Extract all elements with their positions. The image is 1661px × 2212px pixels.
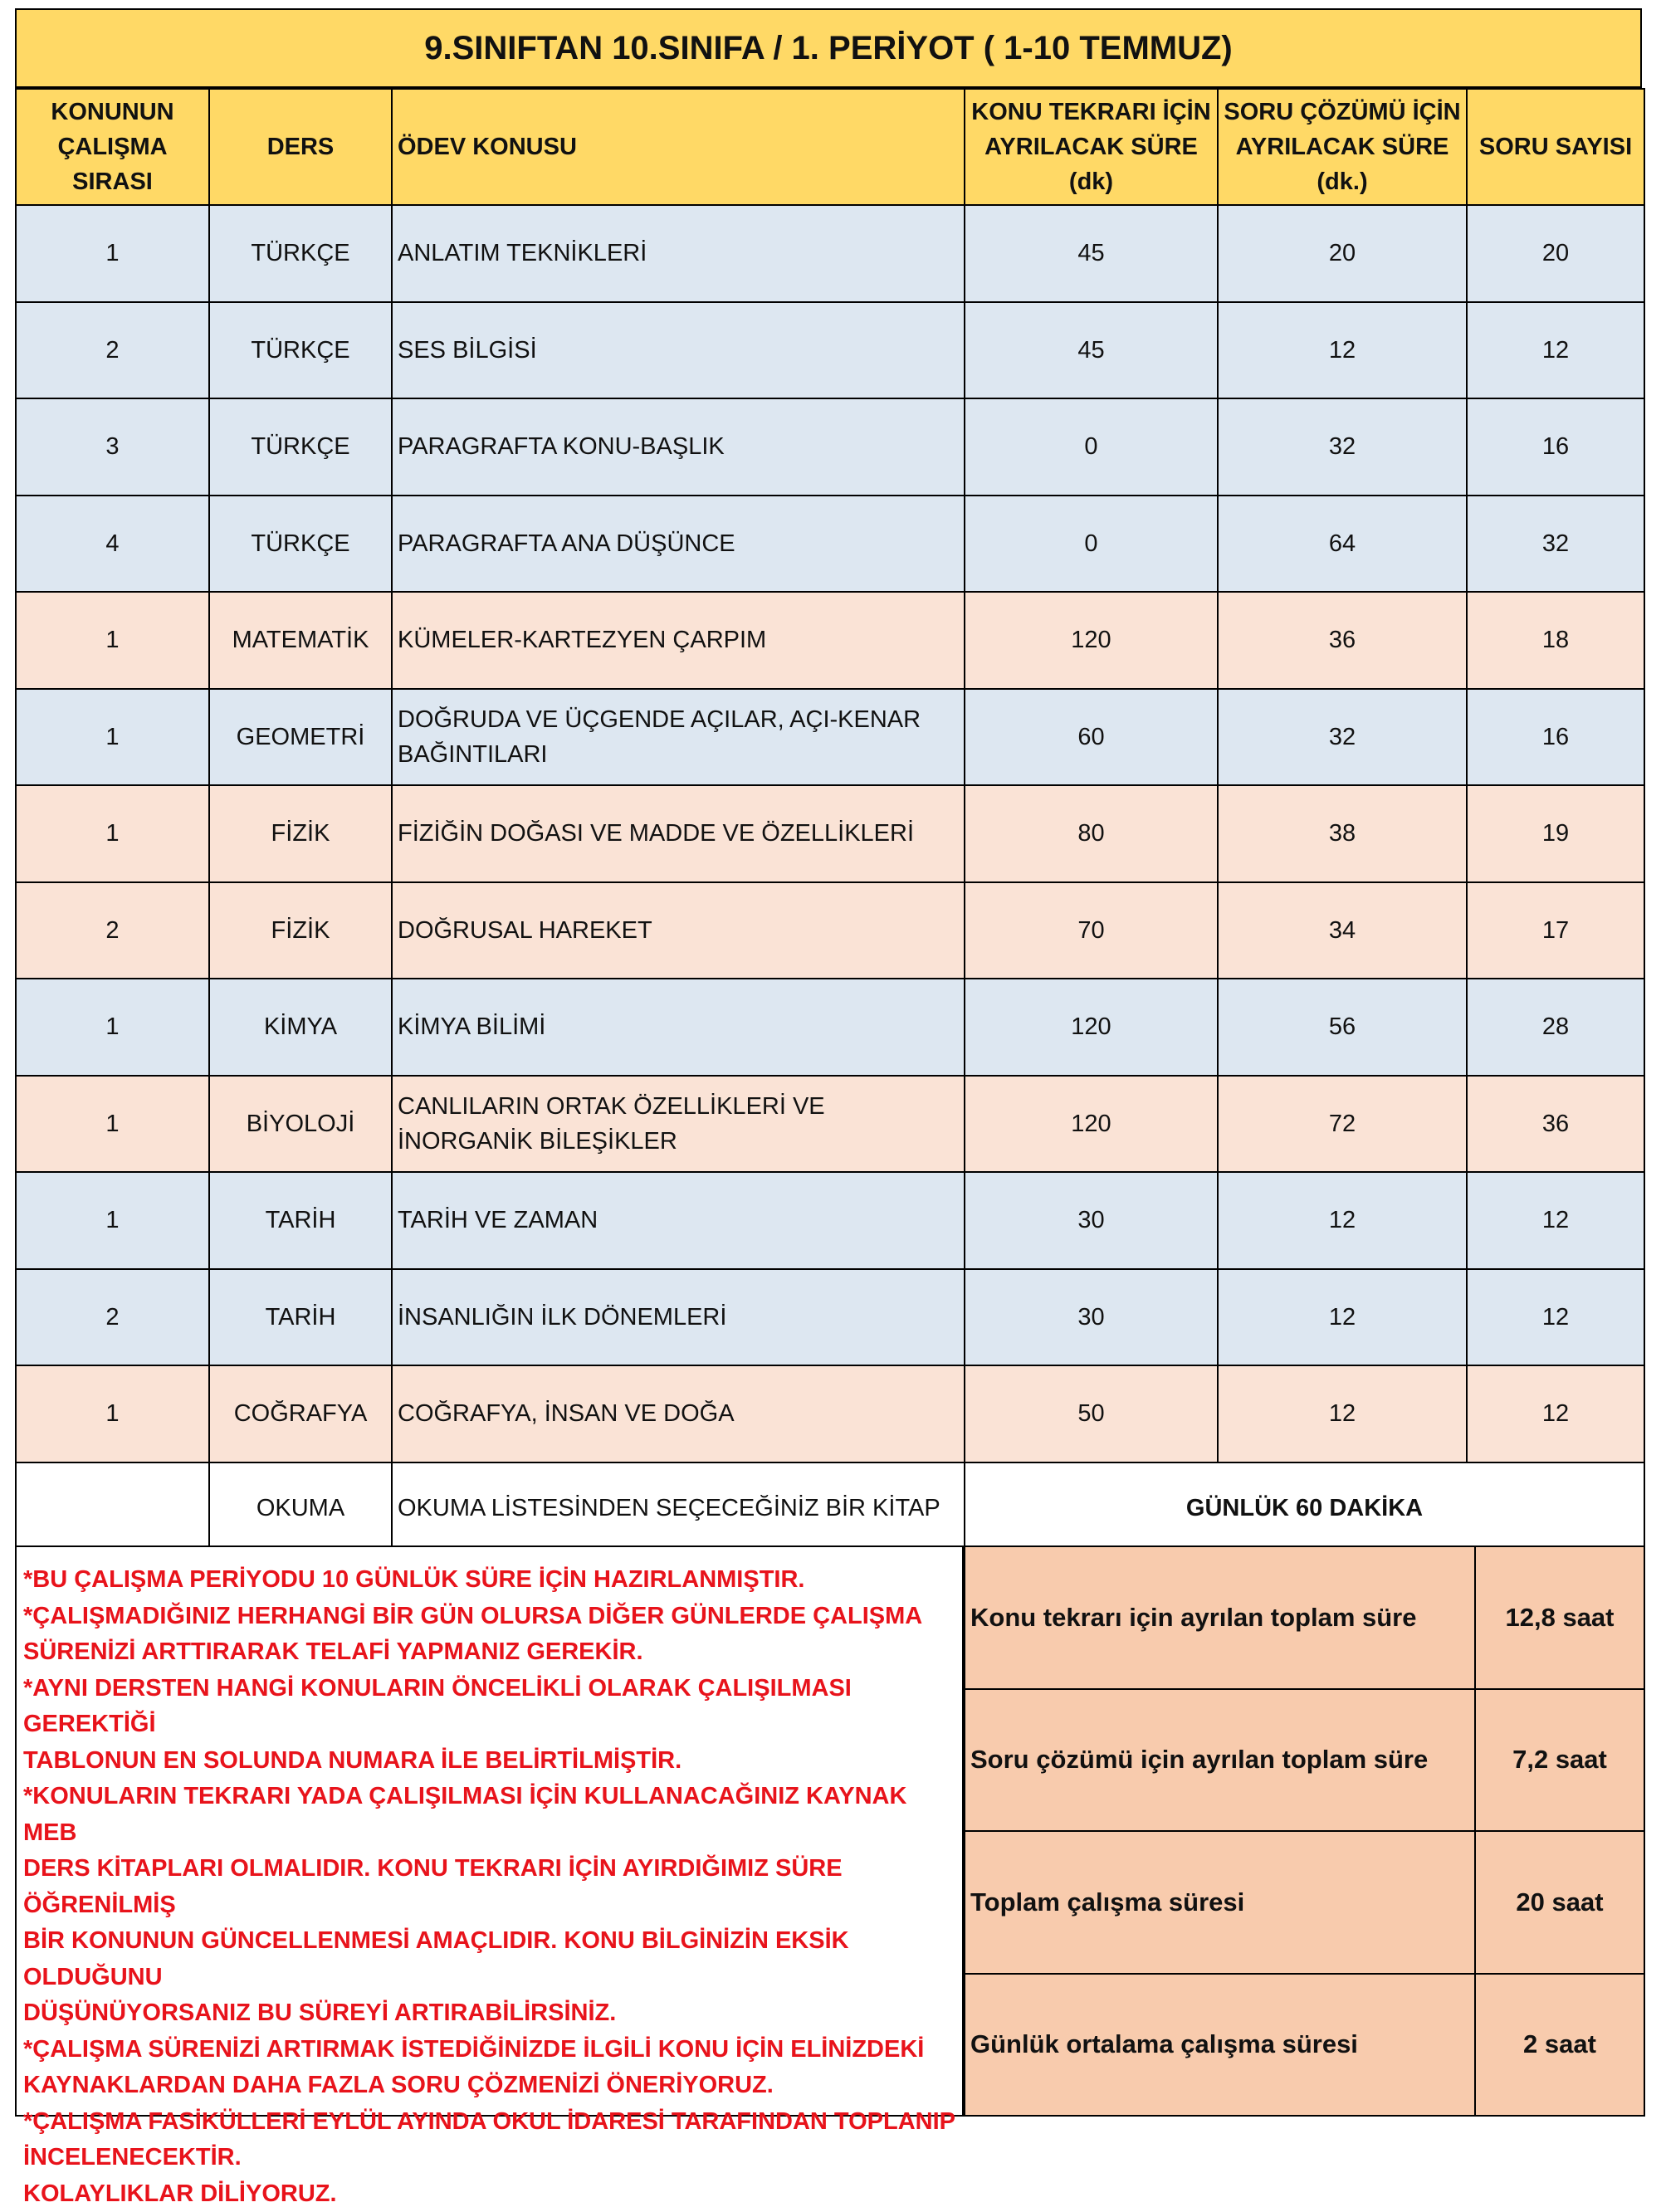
course-cell: TÜRKÇE xyxy=(209,398,392,496)
review-time-cell: 0 xyxy=(965,496,1218,593)
course-cell: FİZİK xyxy=(209,785,392,882)
course-cell: KİMYA xyxy=(209,979,392,1076)
header-topic: ÖDEV KONUSU xyxy=(392,89,965,205)
table-row xyxy=(16,1172,1644,1269)
review-time-cell: 30 xyxy=(965,1172,1218,1269)
note-line: *ÇALIŞMA SÜRENİZİ ARTIRMAK İSTEDİĞİNİZDE İLGİLİ KONU İÇİN ELİNİZDEKİ xyxy=(23,2032,955,2068)
solve-time-cell: 20 xyxy=(1218,205,1467,302)
review-time-cell: 45 xyxy=(965,205,1218,302)
study-table xyxy=(15,88,1645,1555)
header-solve-time: SORU ÇÖZÜMÜ İÇİN AYRILACAK SÜRE (dk.) xyxy=(1218,89,1467,205)
question-count-cell: 20 xyxy=(1467,205,1644,302)
order-cell: 1 xyxy=(16,785,209,882)
review-time-cell: 70 xyxy=(965,882,1218,979)
note-line: KOLAYLIKLAR DİLİYORUZ. xyxy=(23,2176,955,2212)
topic-cell: PARAGRAFTA ANA DÜŞÜNCE xyxy=(392,496,965,593)
question-count-cell: 19 xyxy=(1467,785,1644,882)
reading-order-cell xyxy=(16,1462,209,1554)
review-time-cell: 120 xyxy=(965,1076,1218,1173)
question-count-cell: 17 xyxy=(1467,882,1644,979)
totals-label: Soru çözümü için ayrılan toplam süre xyxy=(965,1689,1475,1832)
header-review-time: KONU TEKRARI İÇİN AYRILACAK SÜRE (dk) xyxy=(965,89,1218,205)
topic-cell: ANLATIM TEKNİKLERİ xyxy=(392,205,965,302)
question-count-cell: 32 xyxy=(1467,496,1644,593)
summary-section xyxy=(15,1545,1644,2117)
course-cell: MATEMATİK xyxy=(209,592,392,689)
note-line: KAYNAKLARDAN DAHA FAZLA SORU ÇÖZMENİZİ ÖNERİYORUZ. xyxy=(23,2068,955,2104)
order-cell: 3 xyxy=(16,398,209,496)
solve-time-cell: 38 xyxy=(1218,785,1467,882)
reading-daily-cell: GÜNLÜK 60 DAKİKA xyxy=(965,1462,1644,1554)
totals-row xyxy=(965,1689,1644,1832)
question-count-cell: 12 xyxy=(1467,1172,1644,1269)
topic-cell: PARAGRAFTA KONU-BAŞLIK xyxy=(392,398,965,496)
topic-cell: SES BİLGİSİ xyxy=(392,302,965,399)
note-line: BİR KONUNUN GÜNCELLENMESİ AMAÇLIDIR. KONU BİLGİNİZİN EKSİK OLDUĞUNU xyxy=(23,1923,955,1995)
solve-time-cell: 56 xyxy=(1218,979,1467,1076)
order-cell: 2 xyxy=(16,1269,209,1366)
question-count-cell: 36 xyxy=(1467,1076,1644,1173)
course-cell: GEOMETRİ xyxy=(209,689,392,786)
note-line: *ÇALIŞMADIĞINIZ HERHANGİ BİR GÜN OLURSA DİĞER GÜNLERDE ÇALIŞMA xyxy=(23,1599,955,1635)
solve-time-cell: 32 xyxy=(1218,689,1467,786)
totals-label: Toplam çalışma süresi xyxy=(965,1831,1475,1974)
question-count-cell: 12 xyxy=(1467,1365,1644,1462)
totals-value: 7,2 saat xyxy=(1475,1689,1644,1832)
table-row xyxy=(16,882,1644,979)
note-line: *BU ÇALIŞMA PERİYODU 10 GÜNLÜK SÜRE İÇİN HAZIRLANMIŞTIR. xyxy=(23,1562,955,1599)
order-cell: 1 xyxy=(16,1172,209,1269)
totals-label: Günlük ortalama çalışma süresi xyxy=(965,1974,1475,2117)
order-cell: 2 xyxy=(16,302,209,399)
topic-cell: İNSANLIĞIN İLK DÖNEMLERİ xyxy=(392,1269,965,1366)
topic-cell: CANLILARIN ORTAK ÖZELLİKLERİ VE İNORGANİK BİLEŞİKLER xyxy=(392,1076,965,1173)
order-cell: 2 xyxy=(16,882,209,979)
topic-cell: FİZİĞİN DOĞASI VE MADDE VE ÖZELLİKLERİ xyxy=(392,785,965,882)
solve-time-cell: 12 xyxy=(1218,1172,1467,1269)
table-row xyxy=(16,1269,1644,1366)
review-time-cell: 0 xyxy=(965,398,1218,496)
order-cell: 4 xyxy=(16,496,209,593)
question-count-cell: 12 xyxy=(1467,1269,1644,1366)
totals-row xyxy=(965,1831,1644,1974)
note-line: SÜRENİZİ ARTTIRARAK TELAFİ YAPMANIZ GEREKİR. xyxy=(23,1634,955,1671)
topic-cell: KÜMELER-KARTEZYEN ÇARPIM xyxy=(392,592,965,689)
solve-time-cell: 72 xyxy=(1218,1076,1467,1173)
table-row xyxy=(16,689,1644,786)
note-line: *ÇALIŞMA FASİKÜLLERİ EYLÜL AYINDA OKUL İDARESİ TARAFINDAN TOPLANIP xyxy=(23,2104,955,2141)
table-row xyxy=(16,398,1644,496)
header-course: DERS xyxy=(209,89,392,205)
table-body xyxy=(16,205,1644,1554)
table-row xyxy=(16,496,1644,593)
topic-cell: DOĞRUSAL HAREKET xyxy=(392,882,965,979)
note-line: TABLONUN EN SOLUNDA NUMARA İLE BELİRTİLMİŞTİR. xyxy=(23,1743,955,1780)
notes-box xyxy=(15,1545,964,2117)
table-row xyxy=(16,1365,1644,1462)
solve-time-cell: 12 xyxy=(1218,1365,1467,1462)
page-title: 9.SINIFTAN 10.SINIFA / 1. PERİYOT ( 1-10 TEMMUZ) xyxy=(15,8,1642,88)
review-time-cell: 120 xyxy=(965,979,1218,1076)
order-cell: 1 xyxy=(16,1365,209,1462)
header-order: KONUNUN ÇALIŞMA SIRASI xyxy=(16,89,209,205)
table-header-row xyxy=(16,89,1644,205)
note-line: DÜŞÜNÜYORSANIZ BU SÜREYİ ARTIRABİLİRSİNİZ. xyxy=(23,1995,955,2032)
review-time-cell: 60 xyxy=(965,689,1218,786)
reading-row xyxy=(16,1462,1644,1554)
review-time-cell: 50 xyxy=(965,1365,1218,1462)
solve-time-cell: 12 xyxy=(1218,1269,1467,1366)
order-cell: 1 xyxy=(16,592,209,689)
topic-cell: TARİH VE ZAMAN xyxy=(392,1172,965,1269)
course-cell: TÜRKÇE xyxy=(209,496,392,593)
review-time-cell: 45 xyxy=(965,302,1218,399)
solve-time-cell: 64 xyxy=(1218,496,1467,593)
totals-table xyxy=(964,1545,1645,2117)
question-count-cell: 28 xyxy=(1467,979,1644,1076)
note-line: *AYNI DERSTEN HANGİ KONULARIN ÖNCELİKLİ OLARAK ÇALIŞILMASI GEREKTİĞİ xyxy=(23,1671,955,1743)
table-row xyxy=(16,979,1644,1076)
course-cell: FİZİK xyxy=(209,882,392,979)
totals-value: 20 saat xyxy=(1475,1831,1644,1974)
course-cell: TARİH xyxy=(209,1269,392,1366)
course-cell: TÜRKÇE xyxy=(209,205,392,302)
totals-row xyxy=(965,1546,1644,1689)
order-cell: 1 xyxy=(16,1076,209,1173)
table-row xyxy=(16,1076,1644,1173)
table-row xyxy=(16,785,1644,882)
study-plan-sheet xyxy=(15,8,1644,2117)
reading-course-cell: OKUMA xyxy=(209,1462,392,1554)
course-cell: COĞRAFYA xyxy=(209,1365,392,1462)
solve-time-cell: 32 xyxy=(1218,398,1467,496)
course-cell: TÜRKÇE xyxy=(209,302,392,399)
note-line: DERS KİTAPLARI OLMALIDIR. KONU TEKRARI İÇİN AYIRDIĞIMIZ SÜRE ÖĞRENİLMİŞ xyxy=(23,1851,955,1923)
question-count-cell: 16 xyxy=(1467,689,1644,786)
table-row xyxy=(16,592,1644,689)
totals-value: 12,8 saat xyxy=(1475,1546,1644,1689)
review-time-cell: 120 xyxy=(965,592,1218,689)
table-row xyxy=(16,302,1644,399)
totals-row xyxy=(965,1974,1644,2117)
question-count-cell: 12 xyxy=(1467,302,1644,399)
order-cell: 1 xyxy=(16,689,209,786)
topic-cell: DOĞRUDA VE ÜÇGENDE AÇILAR, AÇI-KENAR BAĞINTILARI xyxy=(392,689,965,786)
course-cell: TARİH xyxy=(209,1172,392,1269)
course-cell: BİYOLOJİ xyxy=(209,1076,392,1173)
question-count-cell: 16 xyxy=(1467,398,1644,496)
solve-time-cell: 34 xyxy=(1218,882,1467,979)
order-cell: 1 xyxy=(16,979,209,1076)
question-count-cell: 18 xyxy=(1467,592,1644,689)
review-time-cell: 30 xyxy=(965,1269,1218,1366)
header-question-count: SORU SAYISI xyxy=(1467,89,1644,205)
order-cell: 1 xyxy=(16,205,209,302)
solve-time-cell: 12 xyxy=(1218,302,1467,399)
totals-label: Konu tekrarı için ayrılan toplam süre xyxy=(965,1546,1475,1689)
topic-cell: KİMYA BİLİMİ xyxy=(392,979,965,1076)
solve-time-cell: 36 xyxy=(1218,592,1467,689)
note-line: *KONULARIN TEKRARI YADA ÇALIŞILMASI İÇİN KULLANACAĞINIZ KAYNAK MEB xyxy=(23,1779,955,1851)
totals-value: 2 saat xyxy=(1475,1974,1644,2117)
reading-topic-cell: OKUMA LİSTESİNDEN SEÇECEĞİNİZ BİR KİTAP xyxy=(392,1462,965,1554)
review-time-cell: 80 xyxy=(965,785,1218,882)
topic-cell: COĞRAFYA, İNSAN VE DOĞA xyxy=(392,1365,965,1462)
table-row xyxy=(16,205,1644,302)
note-line: İNCELENECEKTİR. xyxy=(23,2140,955,2176)
